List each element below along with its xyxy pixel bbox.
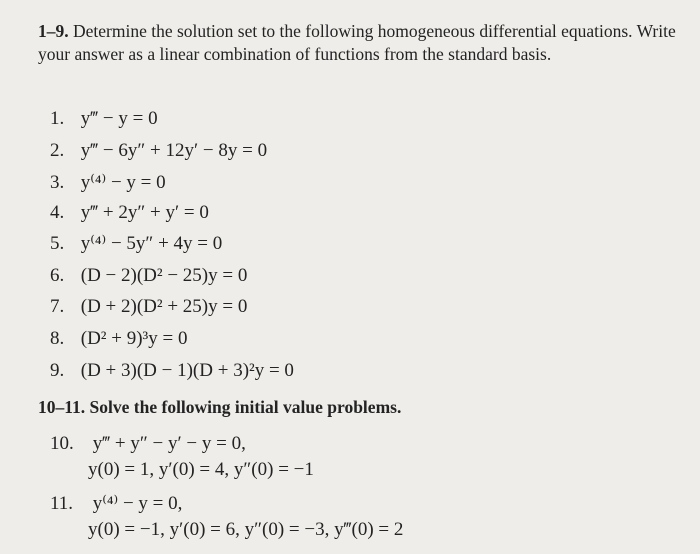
problem-number: 9. xyxy=(50,360,65,381)
problem-2 xyxy=(50,139,267,163)
problem-1 xyxy=(50,107,158,131)
problem-equation: (D − 2)(D² − 25)y = 0 xyxy=(80,265,248,286)
problem-8 xyxy=(50,327,187,351)
problem-equation: y‴ − y = 0 xyxy=(80,108,158,129)
problem-4 xyxy=(50,201,209,225)
ivp-equation: y⁽⁴⁾ − y = 0, xyxy=(92,493,183,514)
problem-7 xyxy=(50,295,247,319)
problem-number: 7. xyxy=(50,296,65,317)
problem-equation: y‴ + 2y″ + y′ = 0 xyxy=(80,202,209,223)
instructions-label: 1–9. xyxy=(38,21,69,41)
problem-3 xyxy=(50,171,166,195)
problem-equation: (D² + 9)³y = 0 xyxy=(80,328,188,349)
ivp-10-conditions xyxy=(88,458,314,482)
problem-equation: y⁽⁴⁾ − 5y″ + 4y = 0 xyxy=(80,233,223,254)
problem-number: 6. xyxy=(50,265,65,286)
problem-number: 2. xyxy=(50,140,65,161)
problem-number: 11. xyxy=(50,493,74,514)
ivp-10 xyxy=(50,432,246,456)
ivp-heading xyxy=(38,397,401,418)
ivp-heading-text: Solve the following initial value problems. xyxy=(89,397,402,417)
ivp-heading-label: 10–11. xyxy=(38,397,86,417)
ivp-11 xyxy=(50,492,182,516)
instructions-text: Determine the solution set to the following homogeneous differential equations. Write your answer as a linear combination of functions from the standard basis. xyxy=(38,21,676,64)
problem-number: 10. xyxy=(50,433,74,454)
instructions xyxy=(38,20,678,65)
problem-9 xyxy=(50,359,294,383)
problem-equation: (D + 3)(D − 1)(D + 3)²y = 0 xyxy=(80,360,294,381)
ivp-11-conditions xyxy=(88,518,403,542)
ivp-initial-conditions: y(0) = 1, y′(0) = 4, y″(0) = −1 xyxy=(88,459,314,480)
problem-number: 3. xyxy=(50,172,65,193)
problem-number: 4. xyxy=(50,202,65,223)
problem-6 xyxy=(50,264,247,288)
problem-number: 5. xyxy=(50,233,65,254)
problem-equation: (D + 2)(D² + 25)y = 0 xyxy=(80,296,248,317)
problem-5 xyxy=(50,232,222,256)
ivp-equation: y‴ + y″ − y′ − y = 0, xyxy=(92,433,246,454)
problem-equation: y⁽⁴⁾ − y = 0 xyxy=(80,172,166,193)
problem-equation: y‴ − 6y″ + 12y′ − 8y = 0 xyxy=(80,140,268,161)
ivp-initial-conditions: y(0) = −1, y′(0) = 6, y″(0) = −3, y‴(0) = 2 xyxy=(88,519,404,540)
problem-number: 8. xyxy=(50,328,65,349)
problem-number: 1. xyxy=(50,108,65,129)
